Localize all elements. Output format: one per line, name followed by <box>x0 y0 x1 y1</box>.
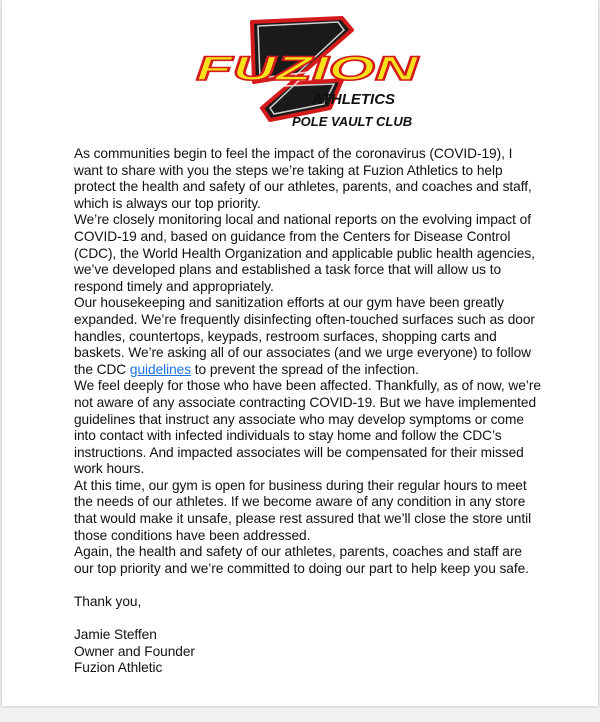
signer-title: Owner and Founder <box>74 643 195 659</box>
paragraph-4: We feel deeply for those who have been affected. Thankfully, as of now, we’re not aware of any associate contracting COVID-19. But we have implemented guidelines that instruct any associate who may develop symptoms or come into contact with infected individuals to stay home and follow the CDC’s instructions. And impacted associates will be compensated for their missed work hours. <box>74 378 541 477</box>
paragraph-3 <box>74 295 544 378</box>
paragraph-6: Again, the health and safety of our athletes, parents, coaches and staff are our top priority and we’re committed to doing our part to help keep you safe. <box>74 544 529 576</box>
logo-club-text: POLE VAULT CLUB <box>292 114 413 129</box>
paragraph-1: As communities begin to feel the impact of the coronavirus (COVID-19), I want to share with you the steps we’re taking at Fuzion Athletics to help protect the health and safety of our athletes, parents, and coaches and staff, which is always our top priority. <box>74 146 532 211</box>
logo-brand-text: FUZION <box>196 50 421 88</box>
paragraph-5: At this time, our gym is open for business during their regular hours to meet the needs of our athletes. If we become aware of any condition in any store that would make it unsafe, please rest assured that we’ll close the store until those conditions have been addressed. <box>74 477 532 543</box>
letter-page <box>2 0 598 706</box>
fuzion-athletics-logo <box>192 8 422 143</box>
letter-body <box>74 146 544 677</box>
paragraph-3-after: to prevent the spread of the infection. <box>191 361 419 377</box>
spacer <box>74 577 544 594</box>
spacer <box>74 611 544 627</box>
signer-org: Fuzion Athletic <box>74 660 163 676</box>
cdc-guidelines-link[interactable]: guidelines <box>129 361 192 377</box>
paragraph-2: We’re closely monitoring local and national reports on the evolving impact of COVID-19 and, based on guidance from the Centers for Disease Control (CDC), the World Health Organization and applicable public health agencies, we’ve developed plans and established a task force that will allow us to respond timely and appropriately. <box>74 212 535 294</box>
paragraph-3-before: Our housekeeping and sanitization efforts at our gym have been greatly expanded. We’re frequently disinfecting often-touched surfaces such as door handles, countertops, keypads, restroom surfaces, shopping carts and baskets. We’re asking all of our associates (and we urge everyone) to follow the CDC <box>74 295 535 377</box>
signer-name: Jamie Steffen <box>74 627 157 643</box>
closing: Thank you, <box>74 594 142 610</box>
logo-athletics-text: ATHLETICS <box>312 91 396 108</box>
